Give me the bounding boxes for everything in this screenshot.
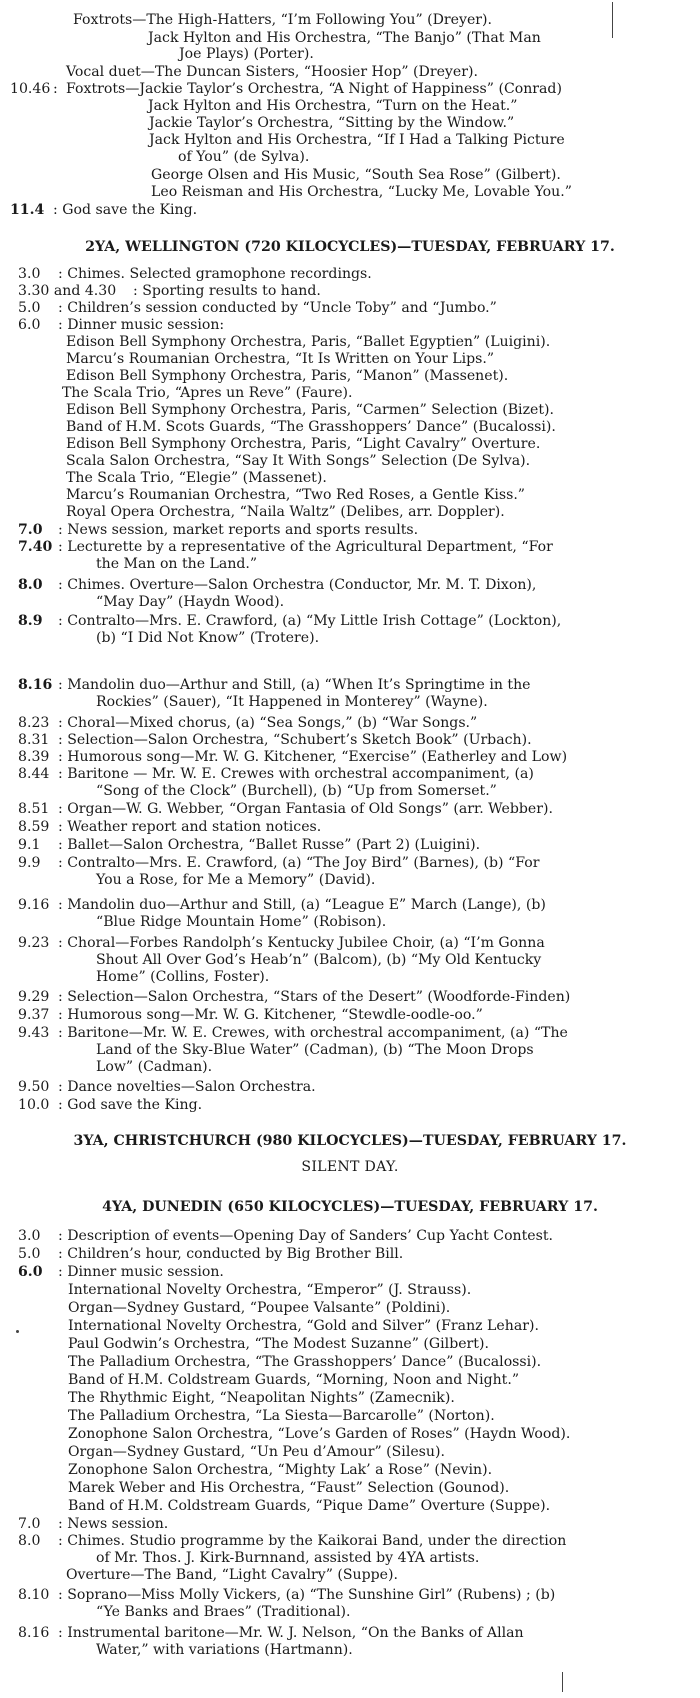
time-label: 8.51 [18, 801, 50, 817]
dinner-item: Zonophone Salon Orchestra, “Love’s Garden of Roses” (Haydn Wood). [68, 1426, 571, 1442]
time-label: 10.0 [18, 1097, 50, 1113]
programme-line: : Selection—Salon Orchestra, “Stars of the Desert” (Woodforde-Finden) [58, 989, 571, 1005]
colon: : [53, 81, 58, 97]
time-label: 8.16 [18, 1625, 50, 1641]
time-label: 9.37 [18, 1007, 50, 1023]
programme-line: Leo Reisman and His Orchestra, “Lucky Me, Lovable You.” [151, 184, 572, 200]
time-label: 9.1 [18, 837, 41, 853]
time-label: 5.0 [18, 1246, 41, 1262]
time-label: 8.16 [18, 677, 53, 693]
programme-line: : God save the King. [58, 1097, 203, 1113]
time-label: 3.30 and 4.30 [18, 283, 117, 299]
programme-line: : Sporting results to hand. [133, 283, 321, 299]
dinner-item: Paul Godwin’s Orchestra, “The Modest Suzanne” (Gilbert). [68, 1336, 489, 1352]
programme-line: : Dinner music session: [58, 317, 225, 333]
time-label: 5.0 [18, 300, 41, 316]
dinner-item: International Novelty Orchestra, “Gold and Silver” (Franz Lehar). [68, 1318, 539, 1334]
dinner-item: Marek Weber and His Orchestra, “Faust” Selection (Gounod). [68, 1480, 510, 1496]
programme-line: : Dinner music session. [58, 1264, 224, 1280]
silent-day-notice: SILENT DAY. [301, 1159, 399, 1175]
programme-line: Land of the Sky-Blue Water” (Cadman), (b) “The Moon Drops [96, 1042, 534, 1058]
programme-line: Vocal duet—The Duncan Sisters, “Hoosier Hop” (Dreyer). [66, 64, 478, 80]
programme-line: : Selection—Salon Orchestra, “Schubert’s Sketch Book” (Urbach). [58, 732, 532, 748]
programme-line: : Humorous song—Mr. W. G. Kitchener, “Exercise” (Eatherley and Low) [58, 749, 568, 765]
time-label: 8.59 [18, 819, 50, 835]
programme-line: : Chimes. Studio programme by the Kaikorai Band, under the direction [58, 1533, 567, 1549]
dinner-item: The Palladium Orchestra, “The Grasshoppers’ Dance” (Bucalossi). [68, 1354, 542, 1370]
time-label: 8.10 [18, 1587, 50, 1603]
dinner-item: Organ—Sydney Gustard, “Poupee Valsante” (Poldini). [68, 1300, 451, 1316]
time-label: 9.50 [18, 1079, 50, 1095]
programme-line: Shout All Over God’s Heab’n” (Balcom), (b) “My Old Kentucky [96, 952, 542, 968]
time-label: 8.44 [18, 766, 50, 782]
programme-line: : Contralto—Mrs. E. Crawford, (a) “My Little Irish Cottage” (Lockton), [58, 613, 562, 629]
programme-line: (b) “I Did Not Know” (Trotere). [96, 630, 320, 646]
time-label: 9.9 [18, 855, 41, 871]
programme-line: : Choral—Forbes Randolph’s Kentucky Jubilee Choir, (a) “I’m Gonna [58, 935, 545, 951]
programme-line: Jack Hylton and His Orchestra, “The Banjo” (That Man [148, 30, 541, 46]
time-label: 10.46 [10, 81, 51, 97]
programme-line: : Dance novelties—Salon Orchestra. [58, 1079, 316, 1095]
time-label: 7.0 [18, 522, 43, 538]
dinner-item: The Rhythmic Eight, “Neapolitan Nights” (Zamecnik). [68, 1390, 455, 1406]
programme-line: Low” (Cadman). [96, 1059, 213, 1075]
programme-line: : Contralto—Mrs. E. Crawford, (a) “The Joy Bird” (Barnes), (b) “For [58, 855, 540, 871]
programme-line: George Olsen and His Music, “South Sea Rose” (Gilbert). [151, 167, 561, 183]
station-heading-dunedin: 4YA, DUNEDIN (650 KILOCYCLES)—TUESDAY, FEBRUARY 17. [102, 1198, 598, 1215]
programme-line: : Children’s hour, conducted by Big Brother Bill. [58, 1246, 404, 1262]
programme-line: “Song of the Clock” (Burchell), (b) “Up from Somerset.” [96, 783, 497, 799]
programme-line: Rockies” (Sauer), “It Happened in Monterey” (Wayne). [96, 694, 488, 710]
dinner-item: Marcu’s Roumanian Orchestra, “It Is Written on Your Lips.” [66, 351, 495, 367]
programme-line: Jack Hylton and His Orchestra, “Turn on the Heat.” [148, 98, 518, 114]
programme-line: : God save the King. [53, 202, 198, 218]
programme-line: : Soprano—Miss Molly Vickers, (a) “The Sunshine Girl” (Rubens) ; (b) [58, 1587, 556, 1603]
time-label: 7.40 [18, 539, 53, 555]
time-label: 8.23 [18, 715, 50, 731]
programme-line: : Organ—W. G. Webber, “Organ Fantasia of Old Songs” (arr. Webber). [58, 801, 553, 817]
dinner-item: The Palladium Orchestra, “La Siesta—Barcarolle” (Norton). [68, 1408, 495, 1424]
programme-line: of Mr. Thos. J. Kirk-Burnnand, assisted by 4YA artists. [96, 1550, 480, 1566]
time-label: 8.39 [18, 749, 50, 765]
time-label: 3.0 [18, 266, 41, 282]
programme-line: “Blue Ridge Mountain Home” (Robison). [96, 914, 387, 930]
programme-line: : Chimes. Overture—Salon Orchestra (Conductor, Mr. M. T. Dixon), [58, 577, 537, 593]
time-label: 8.31 [18, 732, 50, 748]
programme-line: : Humorous song—Mr. W. G. Kitchener, “Stewdle-oodle-oo.” [58, 1007, 483, 1023]
dinner-item: Scala Salon Orchestra, “Say It With Songs” Selection (De Sylva). [66, 453, 531, 469]
time-label: 6.0 [18, 1264, 43, 1280]
dinner-item: Royal Opera Orchestra, “Naila Waltz” (Delibes, arr. Doppler). [66, 504, 505, 520]
time-label: 9.23 [18, 935, 50, 951]
programme-line: : Baritone — Mr. W. E. Crewes with orchestral accompaniment, (a) [58, 766, 534, 782]
dinner-item: Band of H.M. Scots Guards, “The Grasshoppers’ Dance” (Bucalossi). [66, 419, 556, 435]
programme-line: Foxtrots—Jackie Taylor’s Orchestra, “A Night of Happiness” (Conrad) [66, 81, 562, 97]
programme-line: of You” (de Sylva). [178, 149, 310, 165]
dinner-item: The Scala Trio, “Apres un Reve” (Faure). [62, 385, 353, 401]
dinner-item: The Scala Trio, “Elegie” (Massenet). [66, 470, 327, 486]
station-heading-wellington: 2YA, WELLINGTON (720 KILOCYCLES)—TUESDAY, FEBRUARY 17. [85, 238, 615, 255]
programme-line: : Description of events—Opening Day of Sanders’ Cup Yacht Contest. [58, 1228, 554, 1244]
time-label: 9.29 [18, 989, 50, 1005]
programme-line: Jack Hylton and His Orchestra, “If I Had a Talking Picture [149, 132, 565, 148]
programme-line: : Choral—Mixed chorus, (a) “Sea Songs,” (b) “War Songs.” [58, 715, 478, 731]
time-label: 7.0 [18, 1516, 41, 1532]
programme-line: “Ye Banks and Braes” (Traditional). [96, 1604, 351, 1620]
programme-line: the Man on the Land.” [96, 556, 258, 572]
programme-line: : Children’s session conducted by “Uncle Toby” and “Jumbo.” [58, 300, 497, 316]
dinner-item: Edison Bell Symphony Orchestra, Paris, “Carmen” Selection (Bizet). [66, 402, 554, 418]
time-label: 8.9 [18, 613, 43, 629]
time-label: 8.0 [18, 577, 43, 593]
programme-line: Joe Plays) (Porter). [179, 46, 314, 62]
programme-line: You a Rose, for Me a Memory” (David). [96, 872, 376, 888]
station-heading-christchurch: 3YA, CHRISTCHURCH (980 KILOCYCLES)—TUESDAY, FEBRUARY 17. [73, 1132, 627, 1149]
time-label: 9.43 [18, 1025, 50, 1041]
dinner-item: Edison Bell Symphony Orchestra, Paris, “Manon” (Massenet). [66, 368, 509, 384]
dinner-item: Band of H.M. Coldstream Guards, “Pique Dame” Overture (Suppe). [68, 1498, 551, 1514]
dinner-item: Organ—Sydney Gustard, “Un Peu d’Amour” (Silesu). [68, 1444, 445, 1460]
programme-line: : Chimes. Selected gramophone recordings. [58, 266, 372, 282]
time-label: 3.0 [18, 1228, 41, 1244]
programme-line: : News session, market reports and sports results. [58, 522, 419, 538]
dinner-item: Edison Bell Symphony Orchestra, Paris, “Light Cavalry” Overture. [66, 436, 541, 452]
programme-line: Overture—The Band, “Light Cavalry” (Suppe). [66, 1567, 398, 1583]
time-label: 6.0 [18, 317, 41, 333]
scan-speck [16, 1330, 19, 1333]
programme-line: : Ballet—Salon Orchestra, “Ballet Russe” (Part 2) (Luigini). [58, 837, 481, 853]
programme-line: Water,” with variations (Hartmann). [96, 1642, 353, 1658]
programme-line: Foxtrots—The High-Hatters, “I’m Following You” (Dreyer). [73, 12, 493, 28]
time-label: 8.0 [18, 1533, 41, 1549]
time-label: 11.4 [10, 202, 45, 218]
dinner-item: Zonophone Salon Orchestra, “Mighty Lak’ a Rose” (Nevin). [68, 1462, 493, 1478]
dinner-item: Band of H.M. Coldstream Guards, “Morning, Noon and Night.” [68, 1372, 520, 1388]
dinner-item: Marcu’s Roumanian Orchestra, “Two Red Roses, a Gentle Kiss.” [66, 487, 526, 503]
programme-line: : Baritone—Mr. W. E. Crewes, with orchestral accompaniment, (a) “The [58, 1025, 568, 1041]
programme-line: : Weather report and station notices. [58, 819, 322, 835]
programme-line: : Mandolin duo—Arthur and Still, (a) “When It’s Springtime in the [58, 677, 531, 693]
scan-mark [562, 1672, 563, 1692]
scan-mark [612, 2, 613, 38]
programme-line: “May Day” (Haydn Wood). [96, 594, 285, 610]
dinner-item: Edison Bell Symphony Orchestra, Paris, “Ballet Egyptien” (Luigini). [66, 334, 551, 350]
time-label: 9.16 [18, 897, 50, 913]
programme-line: : Mandolin duo—Arthur and Still, (a) “League E” March (Lange), (b) [58, 897, 546, 913]
dinner-item: International Novelty Orchestra, “Emperor” (J. Strauss). [68, 1282, 472, 1298]
programme-line: Jackie Taylor’s Orchestra, “Sitting by the Window.” [149, 115, 515, 131]
programme-line: Home” (Collins, Foster). [96, 969, 270, 985]
programme-line: : Instrumental baritone—Mr. W. J. Nelson, “On the Banks of Allan [58, 1625, 524, 1641]
programme-line: : Lecturette by a representative of the Agricultural Department, “For [58, 539, 553, 555]
programme-line: : News session. [58, 1516, 169, 1532]
